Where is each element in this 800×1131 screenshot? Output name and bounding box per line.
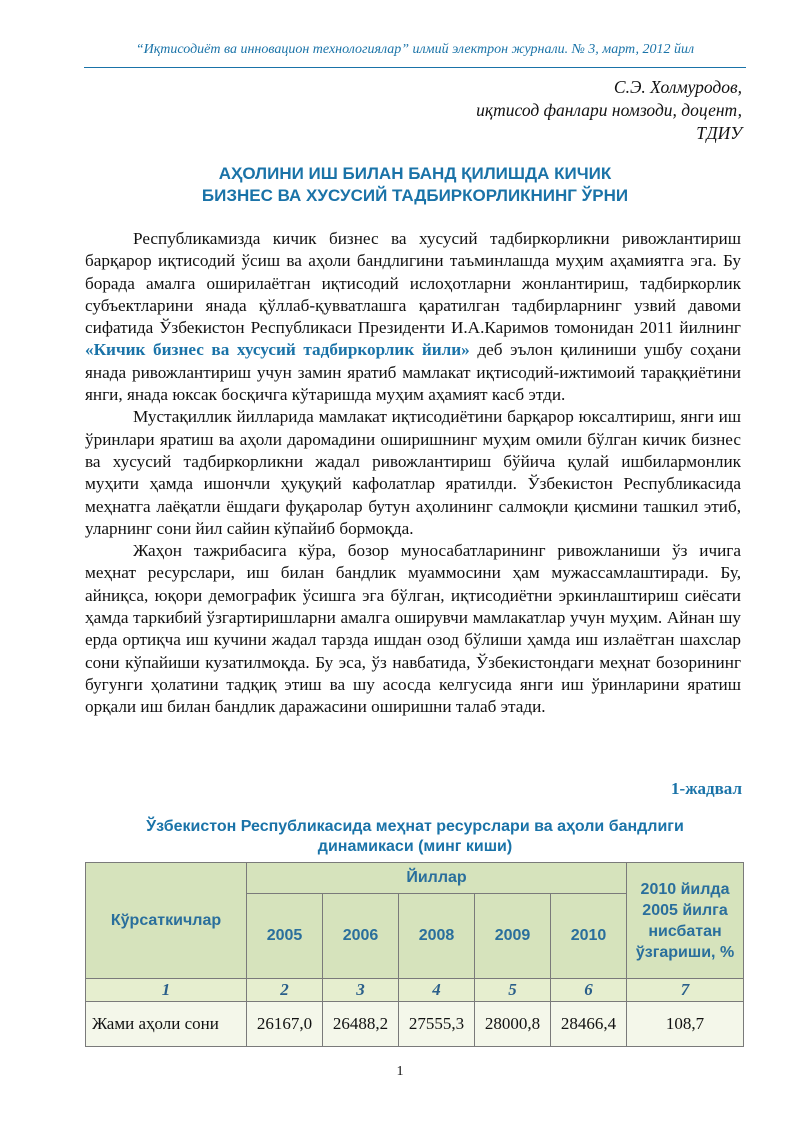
data-table [85, 862, 744, 1047]
author-affiliation: ТДИУ [696, 123, 742, 143]
column-number: 3 [323, 979, 399, 1002]
header-year: 2009 [475, 894, 551, 979]
header-year: 2005 [247, 894, 323, 979]
header-year: 2010 [551, 894, 627, 979]
row-value: 28466,4 [551, 1002, 627, 1047]
table-caption-line-2: динамикаси (минг киши) [317, 838, 513, 855]
page-number: 1 [396, 1064, 404, 1079]
paragraph-1-text-start: Республикамизда кичик бизнес ва хусусий тадбиркорликни ривожлантириш барқарор иқтисодий ўсиш ва аҳоли бандлигини таъминлашда муҳим аҳамиятга эга. Бу борада амалга оширилаётган иқтисодий ислоҳотларни жонлантириш, тадбиркорлик субъектларини янада қўллаб-қувватлашга қаратилган тадбирларнинг узвий давоми сифатида Ўзбекистон Республикаси Президенти И.А.Каримов томонидан 2011 йилнинг [85, 229, 741, 338]
journal-header: “Иқтисодиёт ва инновацион технологиялар” илмий электрон журнали. № 3, март, 2012 йил [135, 42, 695, 57]
article-title-line-2: БИЗНЕС ВА ХУСУСИЙ ТАДБИРКОРЛИКНИНГ ЎРНИ [201, 186, 629, 205]
table-caption [110, 817, 720, 857]
article-title [84, 163, 746, 207]
table-caption-line-1: Ўзбекистон Республикасида меҳнат ресурслари ва аҳоли бандлиги [146, 818, 684, 835]
paragraph-3: Жаҳон тажрибасига кўра, бозор муносабатларининг ривожланиши ўз ичига меҳнат ресурслари, иш билан бандлик муаммосини ҳам мужассамлаштиради. Бу, айниқса, юқори демографик ўсишга эга бўлган, иқтисодиётни эркинлаштириш сиёсати ҳамда таркибий ўзгартиришларни амалга оширувчи мамлакатлар учун муҳим. Айнан шу ерда ортиқча иш кучини жадал тарзда ишдан озод бўлиши ҳамда иш излаётган шахслар сони кўпайиши кузатилмоқда. Бу эса, ўз навбатида, Ўзбекистондаги меҳнат бозорининг бугунги ҳолатини тадқиқ этиш ва шу асосда келгусида янги иш ўринларини яратиш орқали иш билан бандлик даражасини оширишни талаб этади. [85, 541, 741, 717]
column-number: 6 [551, 979, 627, 1002]
column-number: 2 [247, 979, 323, 1002]
table-column-numbers-row [86, 979, 744, 1002]
table-row [86, 1002, 744, 1047]
article-title-line-1: АҲОЛИНИ ИШ БИЛАН БАНД ҚИЛИШДА КИЧИК [218, 164, 612, 183]
row-value: 26488,2 [323, 1002, 399, 1047]
article-body [85, 228, 741, 719]
header-change: 2010 йилда 2005 йилга нисбатан ўзгариши, % [627, 863, 744, 979]
table-label: 1-жадвал [671, 779, 742, 798]
row-value: 26167,0 [247, 1002, 323, 1047]
author-name: С.Э. Холмуродов, [613, 77, 742, 97]
column-number: 1 [86, 979, 247, 1002]
author-block [342, 76, 742, 145]
paragraph-1 [85, 228, 741, 406]
paragraph-2: Мустақиллик йилларида мамлакат иқтисодиётини барқарор юксалтириш, янги иш ўринлари яратиш ва аҳоли даромадини оширишнинг муҳим омили бўлган кичик бизнес ва хусусий тадбиркорликни жадал ривожлантириш бўйича қулай ишбилармонлик муҳити ҳамда ишончли ҳуқуқий кафолатлар яратилди. Ўзбекистон Республикасида меҳнатга лаёқатли ёшдаги фуқаролар бутун аҳолининг салмоқли қисмини ташкил этиб, уларнинг сони йил сайин кўпайиб бормоқда. [85, 407, 741, 538]
column-number: 4 [399, 979, 475, 1002]
paragraph-1-text-end: деб эълон қилиниши ушбу соҳани янада ривожлантириш учун замин яратиб мамлакат иқтисодий-ижтимоий тараққиётини янги, янада юксак босқичга кўтаришда муҳим аҳамият касб этди. [85, 340, 741, 405]
header-year: 2008 [399, 894, 475, 979]
header-divider [84, 67, 746, 68]
author-degree: иқтисод фанлари номзоди, доцент, [476, 100, 742, 120]
header-years: Йиллар [247, 863, 627, 894]
row-indicator: Жами аҳоли сони [86, 1002, 247, 1047]
row-change: 108,7 [627, 1002, 744, 1047]
header-indicator: Кўрсаткичлар [86, 863, 247, 979]
column-number: 5 [475, 979, 551, 1002]
column-number: 7 [627, 979, 744, 1002]
row-value: 28000,8 [475, 1002, 551, 1047]
table-header-row [86, 863, 744, 894]
header-year: 2006 [323, 894, 399, 979]
row-value: 27555,3 [399, 1002, 475, 1047]
paragraph-1-highlight: «Кичик бизнес ва хусусий тадбиркорлик йили» [85, 340, 470, 360]
